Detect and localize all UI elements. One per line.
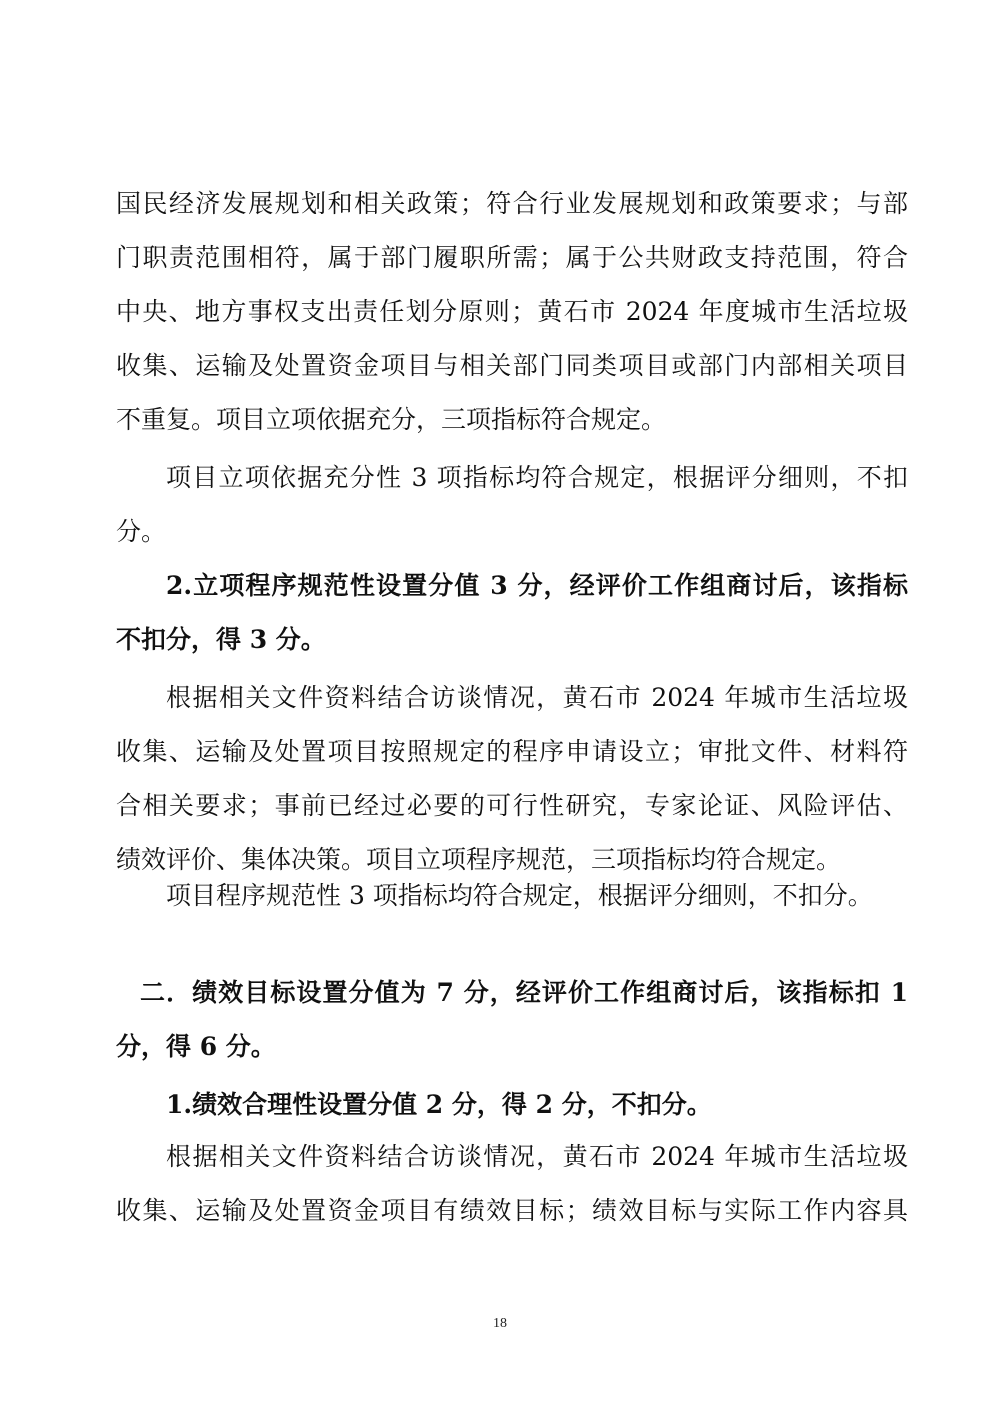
body-text-line: 分。 xyxy=(116,517,167,546)
subheading-line: 不扣分，得 3 分。 xyxy=(116,625,326,654)
body-text-line: 国民经济发展规划和相关政策；符合行业发展规划和政策要求；与部 xyxy=(116,189,908,218)
body-text-line: 中央、地方事权支出责任划分原则；黄石市 2024 年度城市生活垃圾 xyxy=(116,297,908,326)
body-text-line: 根据相关文件资料结合访谈情况，黄石市 2024 年城市生活垃圾 xyxy=(166,683,908,712)
body-text-line: 收集、运输及处置资金项目有绩效目标；绩效目标与实际工作内容具 xyxy=(116,1196,908,1225)
section-heading-line: 二．绩效目标设置分值为 7 分，经评价工作组商讨后，该指标扣 1 xyxy=(140,978,908,1007)
body-text-line: 项目程序规范性 3 项指标均符合规定，根据评分细则，不扣分。 xyxy=(166,881,873,910)
body-text-line: 收集、运输及处置项目按照规定的程序申请设立；审批文件、材料符 xyxy=(116,737,908,766)
section-heading-line: 分，得 6 分。 xyxy=(116,1032,276,1061)
body-text-line: 收集、运输及处置资金项目与相关部门同类项目或部门内部相关项目 xyxy=(116,351,908,380)
body-text-line: 门职责范围相符，属于部门履职所需；属于公共财政支持范围，符合 xyxy=(116,243,908,272)
body-text-line: 绩效评价、集体决策。项目立项程序规范，三项指标均符合规定。 xyxy=(116,845,842,874)
subheading-line: 1.绩效合理性设置分值 2 分，得 2 分，不扣分。 xyxy=(166,1090,712,1119)
body-text-line: 项目立项依据充分性 3 项指标均符合规定，根据评分细则，不扣 xyxy=(166,463,908,492)
page-number: 18 xyxy=(493,1316,507,1331)
subheading-line: 2.立项程序规范性设置分值 3 分，经评价工作组商讨后，该指标 xyxy=(166,571,908,600)
body-text-line: 根据相关文件资料结合访谈情况，黄石市 2024 年城市生活垃圾 xyxy=(166,1142,908,1171)
body-text-line: 不重复。项目立项依据充分，三项指标符合规定。 xyxy=(116,405,667,434)
body-text-line: 合相关要求；事前已经过必要的可行性研究，专家论证、风险评估、 xyxy=(116,791,908,820)
